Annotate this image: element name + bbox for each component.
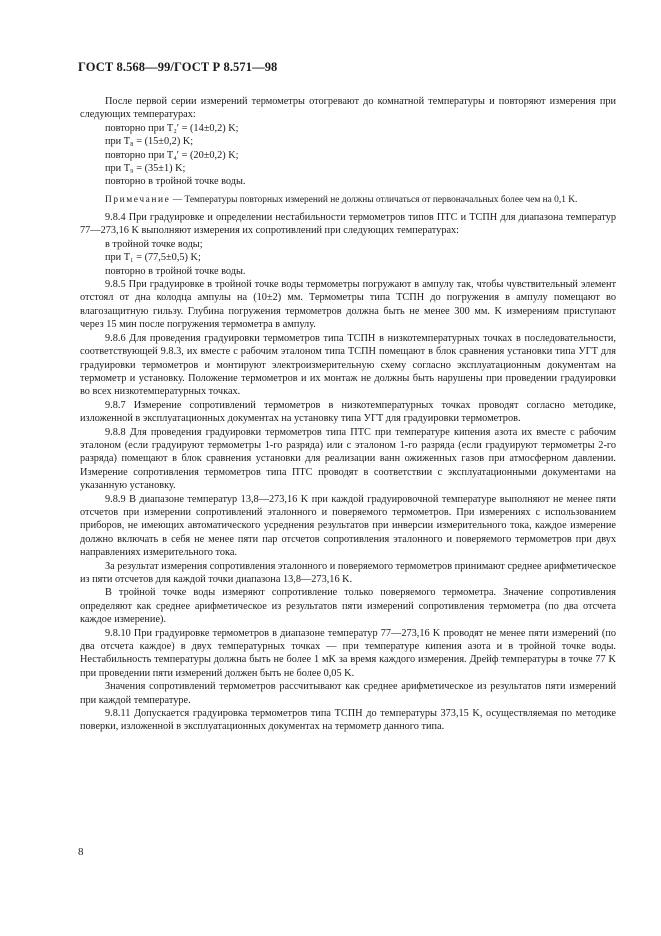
intro-item: повторно в тройной точке воды. bbox=[105, 176, 246, 188]
section-9-8-9: 9.8.9 В диапазоне температур 13,8—273,16 K при каждой градуировочной температуре выполняют не менее пяти отсчетов при измерении сопротивлений эталонного и поверяемого термометров. При измерениях с использованием приборов, не имеющих автоматического усреднения результатов при инверсии измерительного тока, каждое измерение должно включать в себя не менее пяти пар отсчетов сопротивления эталонного и поверяемого термометров при двух направлениях измерительного тока. bbox=[80, 493, 616, 559]
section-9-8-11: 9.8.11 Допускается градуировка термометров типа ТСПН до температуры 373,15 K, осуществляемая по методике поверки, изложенной в эксплуатационных документах на термометр данного типа. bbox=[80, 708, 616, 733]
document-body bbox=[80, 95, 616, 734]
values-paragraph: Значения сопротивлений термометров рассчитывают как среднее арифметическое из результатов пяти измерений при каждой температуре. bbox=[80, 681, 616, 706]
note-text: — Температуры повторных измерений не должны отличаться от первоначальных более чем на 0,1 K. bbox=[170, 194, 578, 205]
section-9-8-8: 9.8.8 Для проведения градуировки термометров типа ПТС при температуре кипения азота их вместе с рабочим эталоном (если градуируют термометры 1-го разряда) или с эталоном 1-го разряда (если градуируют термометры 2-го разряда) помещают в блок сравнения установки для реализации ванн ожиженных газов при атмосферном давлении. Измерение сопротивления термометров типа ПТС проводят в соответствии с эксплуатационными документами на указанную установку. bbox=[80, 426, 616, 492]
page-number: 8 bbox=[78, 846, 84, 858]
page-header-title: ГОСТ 8.568—99/ГОСТ Р 8.571—98 bbox=[78, 60, 278, 74]
intro-item: при T₈ = (15±0,2) K; bbox=[105, 136, 194, 148]
section-9-8-5: 9.8.5 При градуировке в тройной точке воды термометры погружают в ампулу так, чтобы чувствительный элемент отстоял от дна колодца ампулы на (10±2) мм. Термометры типа ТСПН до погружения в ампулу помещают во влагозащитную гильзу. Глубина погружения термометров должна быть не менее 300 мм. K измерениям приступают через 15 мин после погружения термометра в ампулу. bbox=[80, 279, 616, 331]
section-9-8-10: 9.8.10 При градуировке термометров в диапазоне температур 77—273,16 K проводят не менее пяти измерений (по два отсчета каждое) в двух температурных точках — при температуре кипения азота и в тройной точке воды. Нестабильность температуры должна быть не более 1 мK за время каждого измерения. Дрейф температуры в точке 77 K при проведении пяти измерений должен быть не более 0,05 K. bbox=[80, 627, 616, 679]
intro-item: повторно при T₂′ = (14±0,2) K; bbox=[105, 122, 239, 134]
triple-point-paragraph: В тройной точке воды измеряют сопротивление только поверяемого термометра. Значение сопротивления определяют как среднее арифметическое из результатов пяти измерений сопротивления термометра (по два отсчета каждое измерение). bbox=[80, 587, 616, 626]
section-9-8-6: 9.8.6 Для проведения градуировки термометров типа ТСПН в низкотемпературных точках в последовательности, соответствующей 9.8.3, их вместе с рабочим эталоном типа ТСПН помещают в блок сравнения установки типа УГТ для градуировки термометров и монтируют электроизмерительную схему согласно эксплуатационным документам на термометр и установку. Положение термометров и их монтаж не должны быть нарушены при проведении градуировки во всех низкотемпературных точках. bbox=[80, 332, 616, 398]
section-9-8-4-item: повторно в тройной точке воды. bbox=[105, 265, 246, 277]
intro-paragraph: После первой серии измерений термометры отогревают до комнатной температуры и повторяют измерения при следующих температурах: bbox=[80, 96, 616, 121]
section-9-8-4: 9.8.4 При градуировке и определении нестабильности термометров типов ПТС и ТСПН для диапазона температур 77—273,16 K выполняют измерения их сопротивлений при следующих температурах: bbox=[80, 212, 616, 237]
section-9-8-4-item: при T₁ = (77,5±0,5) K; bbox=[105, 252, 201, 264]
result-paragraph: За результат измерения сопротивления эталонного и поверяемого термометров принимают среднее арифметическое из пяти отсчетов для каждой точки диапазона 13,8—273,16 K. bbox=[80, 560, 616, 586]
section-9-8-4-item: в тройной точке воды; bbox=[105, 238, 203, 250]
section-9-8-7: 9.8.7 Измерение сопротивлений термометров в низкотемпературных точках проводят согласно методике, изложенной в эксплуатационных документах на установку типа УГТ для градуировки термометров. bbox=[80, 399, 616, 425]
note-paragraph bbox=[80, 194, 616, 206]
intro-item: при T₉ = (35±1) K; bbox=[105, 163, 186, 175]
intro-item: повторно при T₄′ = (20±0,2) K; bbox=[105, 149, 239, 161]
note-label: Примечание bbox=[105, 194, 171, 205]
